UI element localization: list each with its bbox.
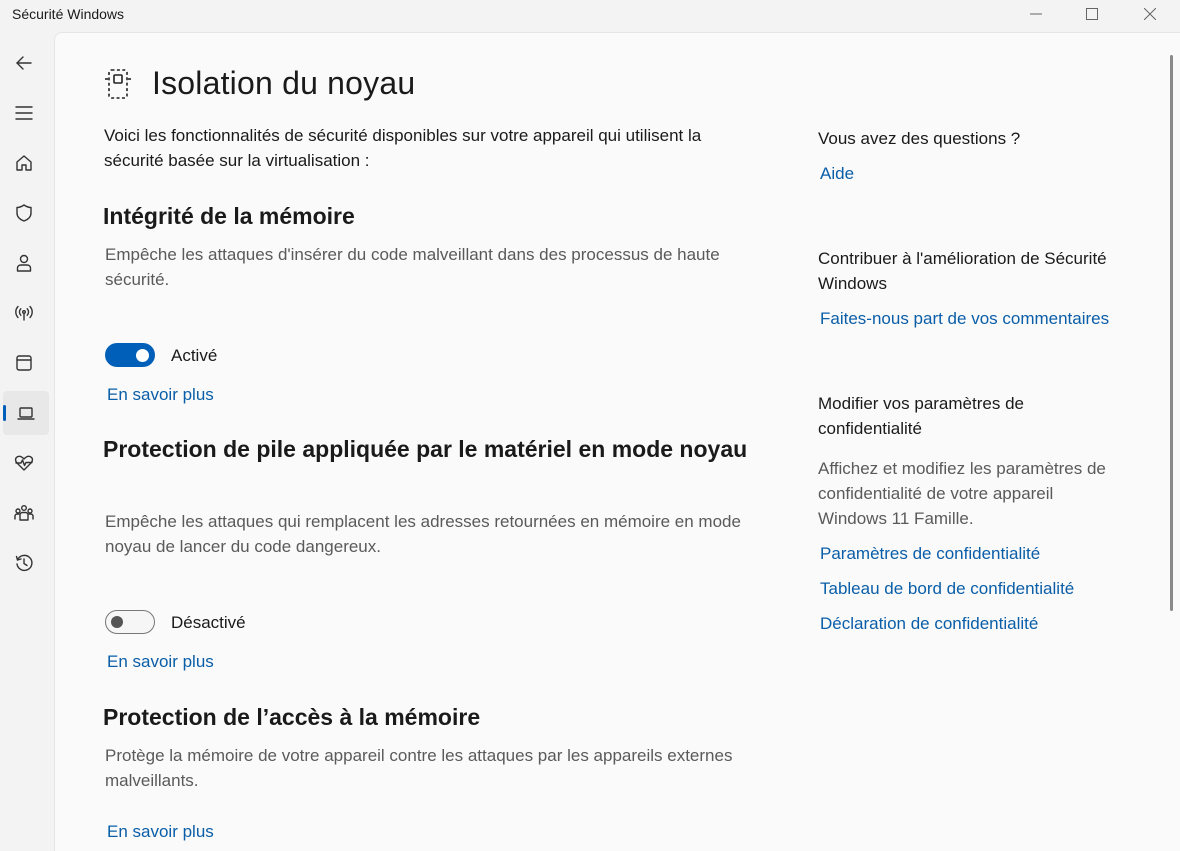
sidebar-item-virus-protection[interactable]	[0, 191, 48, 235]
hamburger-menu-icon	[14, 103, 34, 123]
sidebar-item-home[interactable]	[0, 141, 48, 185]
close-button[interactable]	[1122, 0, 1178, 28]
heart-pulse-icon	[13, 453, 35, 473]
back-button[interactable]	[0, 41, 48, 85]
sidebar-item-device-security[interactable]	[3, 391, 49, 435]
maximize-icon	[1086, 8, 1098, 20]
toggle-knob	[111, 616, 123, 628]
home-icon	[14, 153, 34, 173]
learn-more-link-memory-integrity[interactable]: En savoir plus	[107, 385, 214, 404]
page-title: Isolation du noyau	[152, 65, 416, 101]
minimize-icon	[1030, 8, 1042, 20]
close-icon	[1144, 8, 1156, 20]
intro-text: Voici les fonctionnalités de sécurité disponibles sur votre appareil qui utilisent la sécurité basée sur la virtualisation :	[104, 126, 702, 170]
kernel-stack-protection-toggle[interactable]	[105, 610, 155, 634]
help-link[interactable]: Aide	[820, 164, 855, 183]
kernel-stack-protection-toggle-label: Désactivé	[171, 613, 246, 632]
section-desc-memory-access-protection: Protège la mémoire de votre appareil contre les attaques par les appareils externes malveillants.	[105, 746, 733, 790]
privacy-heading: Modifier vos paramètres de confidentialité	[818, 394, 1024, 438]
section-title-kernel-stack-protection: Protection de pile appliquée par le matériel en mode noyau	[103, 436, 748, 462]
history-icon	[14, 553, 34, 573]
laptop-icon	[16, 403, 36, 423]
section-title-memory-access-protection: Protection de l’accès à la mémoire	[103, 704, 481, 730]
section-desc-kernel-stack-protection: Empêche les attaques qui remplacent les adresses retournées en mémoire en mode noyau de lancer du code dangereux.	[105, 512, 741, 556]
scrollbar-thumb[interactable]	[1170, 55, 1173, 611]
sidebar-item-app-browser[interactable]	[0, 341, 48, 385]
browser-window-icon	[14, 353, 34, 373]
sidebar-item-device-performance[interactable]	[0, 441, 48, 485]
privacy-settings-link[interactable]: Paramètres de confidentialité	[820, 544, 1041, 563]
sidebar-item-history[interactable]	[0, 541, 48, 585]
minimize-button[interactable]	[1008, 0, 1064, 28]
toggle-knob	[136, 349, 149, 362]
core-isolation-chip-icon	[104, 67, 132, 101]
memory-integrity-toggle-label: Activé	[171, 346, 218, 365]
privacy-text: Affichez et modifiez les paramètres de confidentialité de votre appareil Windows 11 Famille.	[818, 459, 1106, 528]
feedback-link[interactable]: Faites-nous part de vos commentaires	[820, 309, 1110, 328]
sidebar-item-family[interactable]	[0, 491, 48, 535]
privacy-statement-link[interactable]: Déclaration de confidentialité	[820, 614, 1039, 633]
sidebar-item-firewall[interactable]	[0, 291, 48, 335]
section-desc-memory-integrity: Empêche les attaques d'insérer du code malveillant dans des processus de haute sécurité.	[105, 245, 720, 289]
person-icon	[14, 253, 34, 273]
window-title: Sécurité Windows	[12, 6, 125, 22]
section-title-memory-integrity: Intégrité de la mémoire	[103, 203, 355, 229]
title-bar	[0, 0, 1180, 30]
sidebar-nav	[0, 30, 54, 851]
questions-heading: Vous avez des questions ?	[818, 129, 1021, 148]
privacy-dashboard-link[interactable]: Tableau de bord de confidentialité	[820, 579, 1075, 598]
wireless-signal-icon	[13, 303, 35, 323]
main-content	[54, 32, 1180, 851]
back-arrow-icon	[14, 53, 34, 73]
feedback-heading: Contribuer à l'amélioration de Sécurité Windows	[818, 249, 1107, 293]
maximize-button[interactable]	[1064, 0, 1120, 28]
memory-integrity-toggle[interactable]	[105, 343, 155, 367]
learn-more-link-kernel-stack[interactable]: En savoir plus	[107, 652, 214, 671]
active-indicator	[3, 405, 6, 421]
learn-more-link-memory-access[interactable]: En savoir plus	[107, 822, 214, 841]
sidebar-item-account-protection[interactable]	[0, 241, 48, 285]
family-icon	[13, 503, 35, 523]
menu-button[interactable]	[0, 91, 48, 135]
shield-icon	[14, 203, 34, 223]
